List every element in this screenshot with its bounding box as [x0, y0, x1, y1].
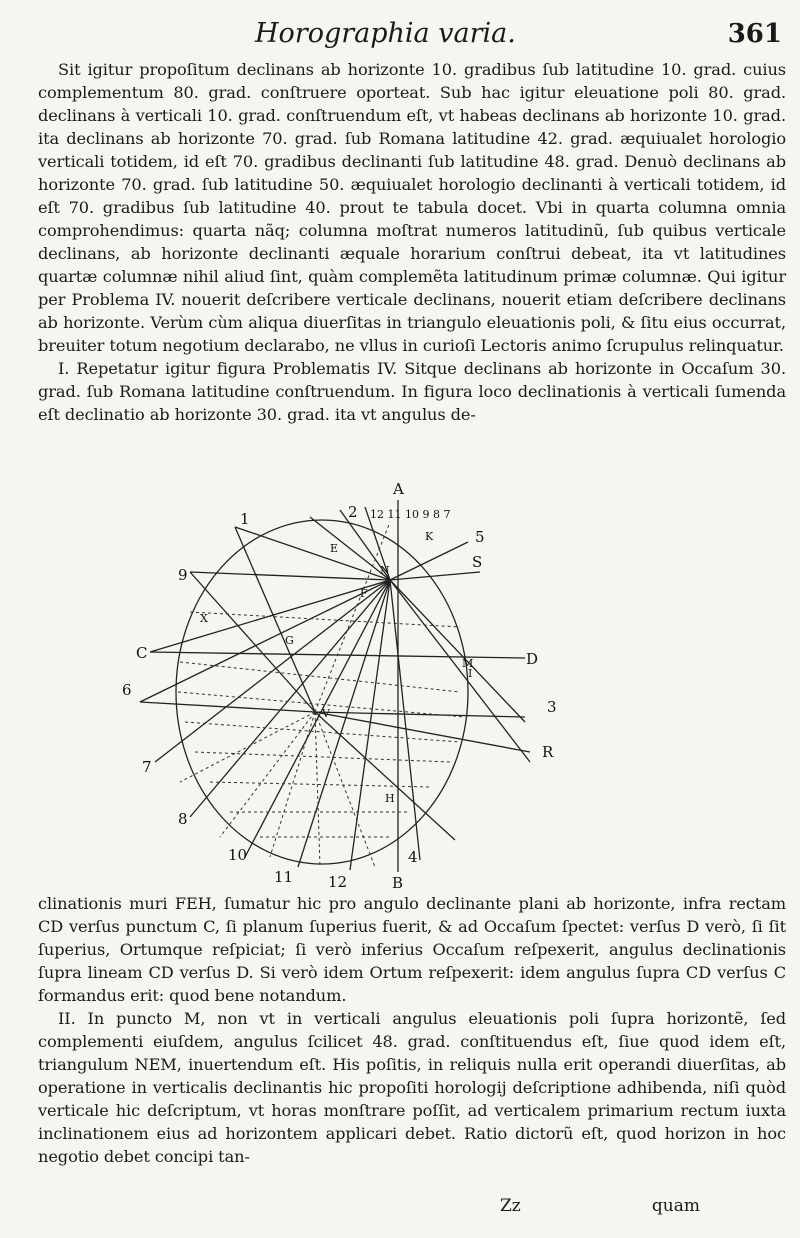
paragraph-step-two: II. In puncto M, non vt in verticali angulus eleuationis poli ſupra horizontẽ, ſed complementi eiuſdem, angulus ſcilicet 48. grad. conſtituendus eſt, ſiue quod idem eſt, triangulum NEM, inuertendum eſt. His poſitis, in reliquis nulla erit operandi diuerſitas, ab operatione in verticalis declinantis hic propoſiti horologij deſcriptione adhibenda, niſi quòd verticale hic deſcriptum, vt horas monſtrare poſſit, ad verticalem primarium rectum iuxta inclinationem eius ad horizontem applicari debet. Ratio dictorũ eſt, quod horizon in hoc negotio debet concipi tan- — [38, 1009, 786, 1166]
diagram-svg — [60, 462, 640, 892]
hour-6: 6 — [122, 681, 132, 699]
label-a: A — [393, 480, 404, 498]
hour-10: 10 — [228, 846, 248, 864]
label-v: V — [322, 707, 330, 720]
label-e: E — [330, 542, 339, 555]
paragraph-step-one-cont: clinationis muri FEH, ſumatur hic pro angulo declinante plani ab horizonte, infra rectam CD verſus punctum C, ſi planum ſuperius fuerit, & ad Occaſum ſpectet: verſus D verò, ſi ſit ſuperius, Ortumque reſpiciat; ſi verò inferius Occaſum reſpexerit, angulus declinationis ſupra lineam CD verſus D. Si verò idem Ortum reſpexerit: idem angulus ſupra CD verſus C formandus erit: quod bene notandum. — [38, 894, 786, 1005]
text-block-upper — [38, 58, 786, 426]
signature-mark: Zz — [500, 1196, 521, 1216]
hour-12: 12 — [328, 873, 348, 891]
label-f: F — [360, 587, 368, 600]
label-k: K — [425, 530, 434, 543]
page-footer — [500, 1196, 700, 1222]
label-d: D — [526, 650, 539, 668]
hour-3: 3 — [547, 698, 557, 716]
label-c: C — [136, 644, 148, 662]
paragraph-intro: Sit igitur propoſitum declinans ab horizonte 10. gradibus ſub latitudine 10. grad. cuius complementum 80. grad. conſtruere oporteat. Sub hac igitur eleuatione poli 80. grad. declinans à verticali 10. grad. conſtruendum eſt, vt habeas declinans ab horizonte 10. grad. ita declinans ab horizonte 70. grad. ſub Romana latitudine 42. grad. æquiualet horologio verticali totidem, id eſt 70. gradibus declinanti ſub latitudine 48. grad. Denuò declinans ab horizonte 70. grad. ſub latitudine 50. æquiualet horologio declinanti à verticali totidem, id eſt 70. gradibus ſub latitudine 40. prout te tabula docet. Vbi in quarta columna omnia comprohendimus: quarta nãq; columna moſtrat numeros latitudinũ, ſub quibus verticale declinans, ab horizonte declinanti æquale horarium conſtrui debeat, ita vt latitudines quartæ columnæ nihil aliud ſint, quàm complemẽta latitudinum primæ columnæ. Qui igitur per Problema IV. nouerit deſcribere verticale declinans, nouerit etiam deſcribere declinans ab horizonte. Verùm cùm aliqua diuerſitas in triangulo eleuationis poli, & ſitu eius occurrat, breuiter totum negotium declarabo, ne vllus in curioſi Lectoris animo ſcrupulus relinquatur. — [38, 60, 786, 355]
text-block-lower — [38, 892, 786, 1168]
label-h: H — [385, 792, 395, 805]
running-header — [255, 18, 782, 52]
hour-4: 4 — [408, 848, 418, 866]
page-number: 361 — [727, 19, 782, 49]
secondary-rays — [140, 527, 530, 840]
hour-8: 8 — [178, 810, 188, 828]
hour-2: 2 — [348, 503, 358, 521]
running-title: Horographia varia. — [255, 18, 516, 49]
label-x: X — [200, 612, 208, 625]
hour-9: 9 — [178, 566, 188, 584]
top-hour-cluster: 12 11 10 9 8 7 — [370, 508, 451, 521]
label-m: M — [462, 657, 474, 670]
catchword: quam — [651, 1196, 700, 1216]
paragraph-step-one: I. Repetatur igitur figura Problematis IV. Sitque declinans ab horizonte in Occaſum 30. grad. ſub Romana latitudine conſtruendum. In figura loco declinationis à verticali ſumenda eſt declinatio ab horizonte 30. grad. ita vt angulus de- — [38, 359, 786, 424]
horological-diagram — [60, 462, 640, 892]
label-s: S — [472, 553, 483, 571]
hour-5: 5 — [475, 528, 485, 546]
hour-11: 11 — [274, 868, 294, 886]
hour-7: 7 — [142, 758, 152, 776]
label-r: R — [542, 743, 554, 761]
label-n: N — [380, 564, 390, 577]
label-g: G — [285, 634, 294, 647]
label-b: B — [392, 874, 404, 892]
label-i: I — [468, 667, 473, 680]
hour-1: 1 — [240, 510, 250, 528]
